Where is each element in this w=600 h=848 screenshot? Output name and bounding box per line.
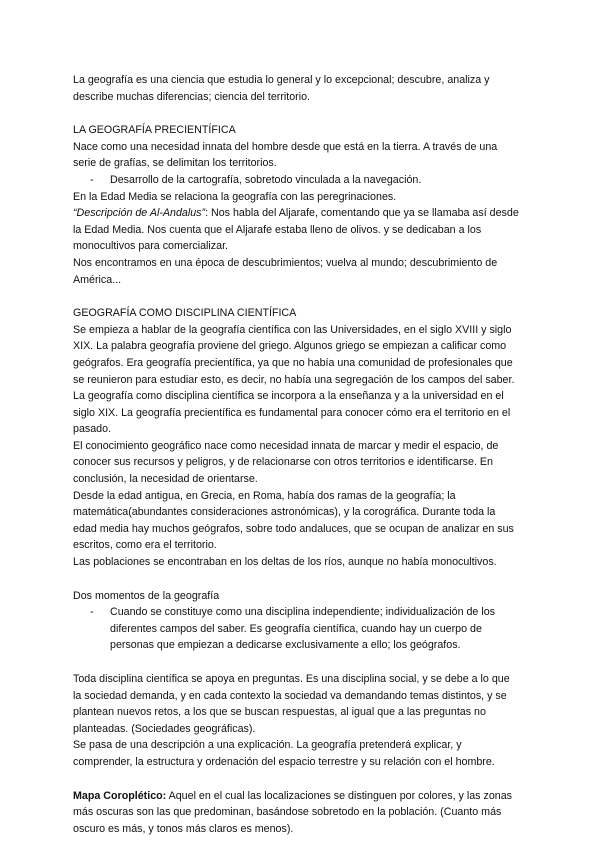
paragraph: Se empieza a hablar de la geografía científica con las Universidades, en el siglo XVIII y siglo XIX. La palabra geografía proviene del griego. Algunos griego se empiezan a calificar como geógrafos. Era geografía precientífica, ya que no había una comunidad de profesionales que se reunieron para estudiar esto, es decir, no había una segregación de los campos del saber. <box>73 323 515 386</box>
paragraph: En la Edad Media se relaciona la geografía con las peregrinaciones. <box>73 190 397 203</box>
spacer <box>73 105 520 122</box>
bullet-dash: - <box>90 173 94 186</box>
definition-paragraph <box>73 788 520 838</box>
bullet-text: Desarrollo de la cartografía, sobretodo vinculada a la navegación. <box>110 173 422 186</box>
paragraph <box>73 205 520 255</box>
section-heading-cientifica: GEOGRAFÍA COMO DISCIPLINA CIENTÍFICA <box>73 307 297 320</box>
bullet-text: Cuando se constituye como una disciplina independiente; individualización de los diferentes campos del saber. Es geografía científica, cuando hay un cuerpo de personas que empiezan a dedicarse exclusivamente a ello; los geógrafos. <box>110 606 496 652</box>
section-heading-precientifica: LA GEOGRAFÍA PRECIENTÍFICA <box>73 124 236 137</box>
spacer <box>73 288 520 305</box>
definition-term: Mapa Coroplético: <box>73 789 167 802</box>
paragraph-text: : Nos habla del Aljarafe, comentando que ya se llamaba así desde la Edad Media. Nos cuenta que el Aljarafe estaba lleno de olivos. y se dedicaban a los monocultivos para comercializar. <box>73 207 519 253</box>
paragraph: Desde la edad antigua, en Grecia, en Roma, había dos ramas de la geografía; la matemática(abundantes consideraciones astronómicas), y la corográfica. Durante toda la edad media hay muchos geógrafos, sobre todo andaluces, que se ocupan de analizar en sus escritos, como era el territorio. <box>73 489 514 552</box>
spacer <box>73 654 520 671</box>
bullet-dash: - <box>90 606 94 619</box>
definition-text: Aquel en el cual las localizaciones se distinguen por colores, y las zonas más oscuras son las que predominan, basándose sobretodo en la población. (Cuanto más oscuro es más, y tonos más claros es menos). <box>73 789 512 835</box>
bullet-item <box>73 172 520 189</box>
paragraph: Las poblaciones se encontraban en los deltas de los ríos, aunque no había monocultivos. <box>73 556 497 569</box>
paragraph: Toda disciplina científica se apoya en preguntas. Es una disciplina social, y se debe a lo que la sociedad demanda, y en cada contexto la sociedad va demandando temas distintos, y se plantean nuevos retos, a los que se buscan respuestas, al igual que a las preguntas no planteadas. (Sociedades geográficas). <box>73 673 510 735</box>
paragraph: Se pasa de una descripción a una explicación. La geografía pretenderá explicar, y comprender, la estructura y ordenación del espacio terrestre y su relación con el hombre. <box>73 739 495 768</box>
paragraph: Nos encontramos en una época de descubrimientos; vuelva al mundo; descubrimiento de América... <box>73 256 498 286</box>
spacer <box>73 771 520 788</box>
section-heading-momentos: Dos momentos de la geografía <box>73 589 220 602</box>
intro-paragraph: La geografía es una ciencia que estudia lo general y lo excepcional; descubre, analiza y describe muchas diferencias; ciencia del territorio. <box>73 74 490 103</box>
bullet-item <box>73 604 520 654</box>
book-title: “Descripción de Al-Andalus” <box>73 207 206 220</box>
paragraph: Nace como una necesidad innata del hombre desde que está en la tierra. A través de una serie de grafías, se delimitan los territorios. <box>73 140 498 170</box>
spacer <box>73 571 520 588</box>
paragraph: El conocimiento geográfico nace como necesidad innata de marcar y medir el espacio, de conocer sus recursos y peligros, y de relacionarse con otros territorios e identificarse. En conclusión, la necesidad de orientarse. <box>73 439 499 486</box>
paragraph: La geografía como disciplina científica se incorpora a la enseñanza y a la universidad en el siglo XIX. La geografía precientífica es fundamental para conocer cómo era el territorio en el pasado. <box>73 390 511 436</box>
